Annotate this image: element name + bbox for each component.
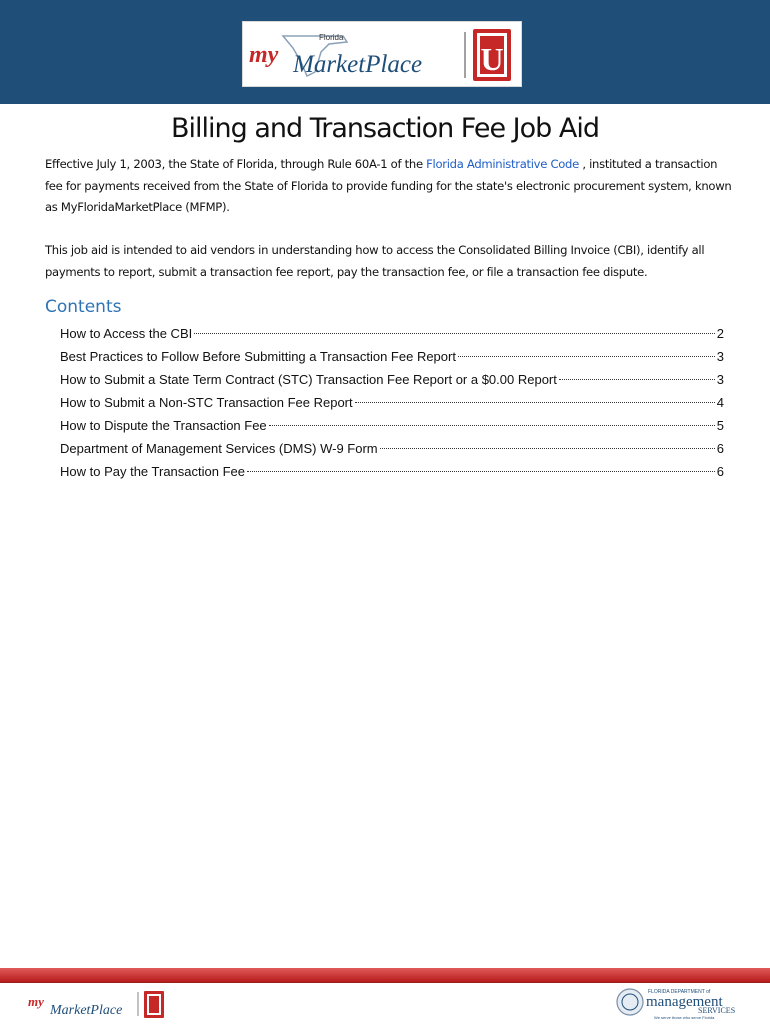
toc-item-page: 3 [716, 349, 724, 364]
toc-item-page: 4 [716, 395, 724, 410]
document-title: Billing and Transaction Fee Job Aid [171, 113, 599, 144]
dms-management-text: management [646, 994, 723, 1010]
toc-item-title: How to Submit a Non-STC Transaction Fee Report [60, 395, 353, 410]
footer-mfmp-logo [26, 986, 176, 1020]
logo-florida-text: Florida [319, 33, 344, 42]
footer-divider [0, 982, 770, 983]
toc-item-page: 2 [716, 326, 724, 341]
toc-item[interactable] [60, 437, 724, 460]
svg-text:U: U [480, 41, 504, 77]
intro-text-after: , instituted a transaction fee for payments received from the State of Florida to provide funding for the state's electronic procurement system, known as MyFloridaMarketPlace (MFMP). [45, 157, 732, 214]
toc-item[interactable] [60, 322, 724, 345]
toc-leader [247, 471, 715, 472]
toc-item-title: How to Submit a State Term Contract (STC) Transaction Fee Report or a $0.00 Report [60, 372, 557, 387]
toc-item[interactable] [60, 368, 724, 391]
toc-leader [269, 425, 715, 426]
intro-text-before: Effective July 1, 2003, the State of Florida, through Rule 60A-1 of the [45, 157, 427, 171]
toc-item-page: 3 [716, 372, 724, 387]
logo-my-text: my [249, 42, 279, 68]
toc-item-title: How to Access the CBI [60, 326, 193, 341]
dms-services-text: SERVICES [698, 1006, 736, 1015]
svg-text:MarketPlace: MarketPlace [50, 1003, 123, 1018]
toc-item-title: Department of Management Services (DMS) W-9 Form [60, 441, 378, 456]
toc-item[interactable] [60, 391, 724, 414]
toc-leader [194, 333, 715, 334]
toc-leader [380, 448, 715, 449]
logo-marketplace-text: MarketPlace [293, 51, 423, 78]
toc-item-title: How to Pay the Transaction Fee [60, 464, 245, 479]
footer-red-bar [0, 968, 770, 982]
toc-item-title: How to Dispute the Transaction Fee [60, 418, 267, 433]
toc-item[interactable] [60, 345, 724, 368]
toc-leader [458, 356, 715, 357]
dms-small-text: FLORIDA DEPARTMENT of [648, 989, 711, 995]
dms-tagline: We serve those who serve Florida [654, 1015, 715, 1020]
toc-item[interactable] [60, 460, 724, 483]
mfmp-logo [242, 21, 522, 87]
dms-seal-icon [617, 989, 643, 1015]
purpose-paragraph: This job aid is intended to aid vendors in understanding how to access the Consolidated Billing Invoice (CBI), identify all payments to report, submit a transaction fee report, pay the transaction fee, or file a transaction fee dispute. [45, 243, 705, 279]
header-band [0, 0, 770, 104]
contents-heading: Contents [45, 297, 122, 317]
toc-item-page: 6 [716, 441, 724, 456]
toc-item-page: 6 [716, 464, 724, 479]
toc-item[interactable] [60, 414, 724, 437]
intro-paragraph [45, 154, 735, 219]
footer-dms-logo [614, 984, 750, 1020]
mfmp-logo-graphic [243, 22, 521, 86]
table-of-contents [60, 322, 724, 483]
svg-text:my: my [28, 994, 44, 1009]
toc-leader [355, 402, 715, 403]
toc-item-title: Best Practices to Follow Before Submitting a Transaction Fee Report [60, 349, 456, 364]
toc-leader [559, 379, 715, 380]
toc-item-page: 5 [716, 418, 724, 433]
florida-administrative-code-link[interactable]: Florida Administrative Code [426, 157, 579, 171]
